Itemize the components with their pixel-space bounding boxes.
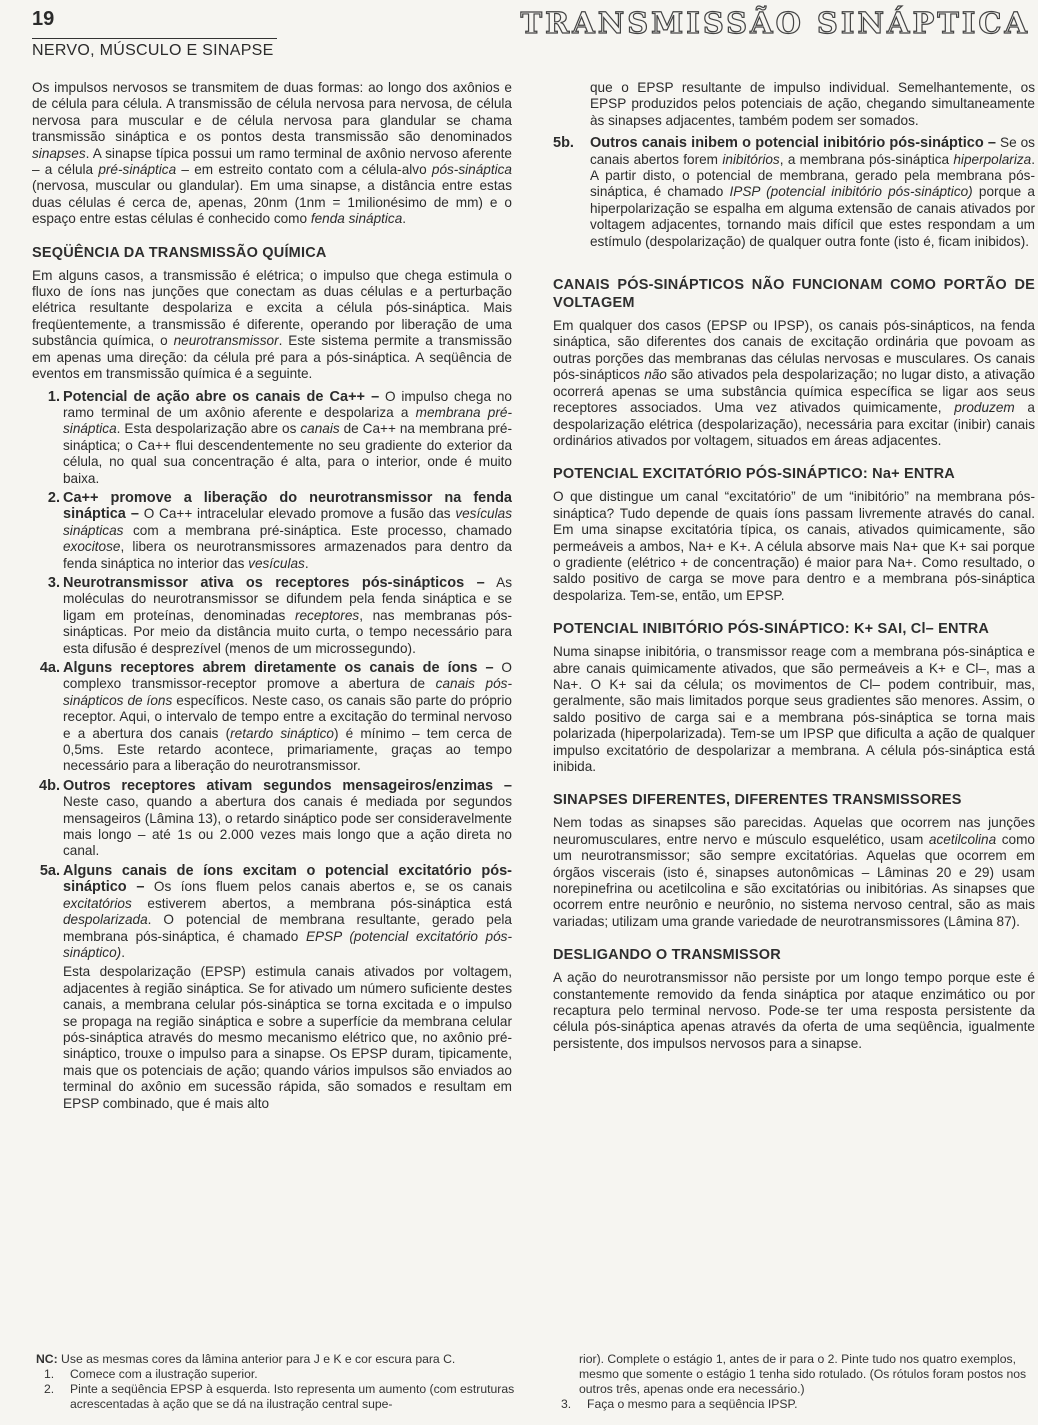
footer-notes-right bbox=[553, 1352, 1033, 1412]
continued-paragraph: que o EPSP resultante de impulso individual. Semelhantemente, os EPSP produzidos pelos potenciais de ação, chegando simultaneamente às sinapses adjacentes, também podem ser somados. bbox=[590, 80, 1035, 128]
footer-note: 1. Comece com a ilustração superior. bbox=[44, 1367, 258, 1381]
list-item: 4b. Outros receptores ativam segundos mensageiros/enzimas – Neste caso, quando a abertura dos canais é mediada por segundos mensageiros (Lâmina 13), o retardo sináptico pode ser consideravelmente mais longo – até 1s ou 2.000 vezes mais longo que a ação direta no canal. bbox=[39, 777, 512, 859]
list-item: 4a. Alguns receptores abrem diretamente os canais de íons – O complexo transmissor-receptor promove a abertura de canais pós-sinápticos de íons específicos. Neste caso, os canais são parte do próprio receptor. Aqui, o intervalo de tempo entre a excitação do terminal nervoso e a abertura dos canais (retardo sináptico) é mínimo – tem cerca de 0,5ms. Este retardo acontece, primariamente, graças ao tempo necessário para a liberação do neurotransmissor. bbox=[39, 660, 513, 774]
sinapses-heading: SINAPSES DIFERENTES, DIFERENTES TRANSMISSORES bbox=[553, 792, 962, 809]
footer-note-cont: rior). Complete o estágio 1, antes de ir para o 2. Pinte tudo nos quatro exemplos, mesmo que somente o estágio 1 tenha sido rotulado. (Os rótulos foram postos nos outros três, apenas onde era necessário.) bbox=[579, 1352, 1027, 1396]
footer-notes-left bbox=[36, 1352, 536, 1412]
excit-paragraph: O que distingue um canal “excitatório” de um “inibitório” na membrana pós-sináptica? Tudo depende de quais íons passam livremente através do canal. Em uma sinapse excitatória típica, os canais, ativados quimicamente, são permeáveis a ambos, Na+ e K+. A célula absorve mais Na+ que K+ sai porque o gradiente (elétrico + de concentração) é maior para Na+. Como resultado, o saldo positivo de carga se move para dentro e a membrana pós-sináptica despolariza. Tem-se, então, um EPSP. bbox=[553, 489, 1035, 603]
nc-note: NC: Use as mesmas cores da lâmina anterior para J e K e cor escura para C. bbox=[36, 1352, 456, 1366]
list-item: 5b. Outros canais inibem o potencial inibitório pós-sináptico – Se os canais abertos forem inibitórios, a membrana pós-sináptica hiperpolariza. A partir disto, o potencial de membrana, gerado pela membrana pós-sináptica, é chamado IPSP (potencial inibitório pós-sináptico) porque a hiperpolarização se espalha em alguma extensão de canais ativados por voltagem adjacentes, tornando mais difícil que estes respondam a um estímulo (despolarização) de qualquer outra fonte (isto é, ficam inibidos). bbox=[553, 135, 1035, 249]
desligando-heading: DESLIGANDO O TRANSMISSOR bbox=[553, 947, 781, 964]
section-label: NERVO, MÚSCULO E SINAPSE bbox=[32, 42, 274, 59]
desligando-paragraph: A ação do neurotransmissor não persiste por um longo tempo porque este é constantemente removido da fenda sináptica por ataque enzimático ou por recaptura pelo terminal nervoso. Pode-se ter uma resposta persistente da célula pós-sináptica apenas através da oferta de uma seqüência, igualmente persistente, dos impulsos nervosos para a sinapse. bbox=[553, 970, 1035, 1051]
sinapses-paragraph: Nem todas as sinapses são parecidas. Aquelas que ocorrem nas junções neuromusculares, entre nervo e músculo esquelético, usam acetilcolina como um neurotransmissor; são sempre excitatórias. Aquelas que ocorrem em órgãos viscerais (isto é, sinapses autonômicas – Lâminas 20 e 29) usam norepinefrina ou acetilcolina e são excitatórias ou inibitórias. As sinapses que ocorrem entre neurônio e neurônio, no sistema nervoso central, são as mais variadas; utilizam uma grande variedade de neurotransmissores (Lâmina 87). bbox=[553, 815, 1035, 929]
footer-note: 3. Faça o mesmo para a seqüência IPSP. bbox=[561, 1397, 798, 1411]
list-item: 5a. Alguns canais de íons excitam o potencial excitatório pós-sináptico – Os íons fluem pelos canais abertos e, se os canais excitatórios estiverem abertos, a membrana pós-sináptica está despolarizada. O potencial de membrana resultante, gerado pela membrana pós-sináptica, é chamado EPSP (potencial excitatório pós-sináptico). bbox=[39, 862, 512, 960]
seq-heading: SEQÜÊNCIA DA TRANSMISSÃO QUÍMICA bbox=[32, 244, 327, 261]
list-item: 1. Potencial de ação abre os canais de Ca++ – O impulso chega no ramo terminal de um axônio aferente e despolariza a membrana pré-sináptica. Esta despolarização abre os canais de Ca++ na membrana pré-sináptica; o Ca++ flui descendentemente no seu gradiente do exterior da célula, no qual sua concentração é alta, para o interior, onde é muito baixa. bbox=[47, 388, 512, 486]
plate-title: TRANSMISSÃO SINÁPTICA bbox=[520, 6, 1030, 40]
list-item: 2. Ca++ promove a liberação do neurotransmissor na fenda sináptica – O Ca++ intracelular elevado promove a fusão das vesículas sinápticas com a membrana pré-sináptica. Este processo, chamado exocitose, libera os neurotransmissores armazenados para dentro da fenda sináptica no interior das vesículas. bbox=[47, 489, 512, 571]
canais-paragraph: Em qualquer dos casos (EPSP ou IPSP), os canais pós-sinápticos, na fenda sináptica, são diferentes dos canais de excitação ordinária que povoam as outras porções das membranas das células nervosas e musculares. Os canais pós-sinápticos não são ativados pela despolarização; no lugar disto, a ativação ocorrerá apenas se uma substância química específica se ligar aos seus receptores associados. Uma vez ativados quimicamente, produzem a despolarização elétrica (despolarização), necessária para excitar (inibir) canais ordinários ativados por voltagem, situados em áreas adjacentes. bbox=[553, 318, 1035, 448]
excit-heading: POTENCIAL EXCITATÓRIO PÓS-SINÁPTICO: Na+ ENTRA bbox=[553, 466, 955, 483]
footer-note: 2. Pinte a seqüência EPSP à esquerda. Isto representa um aumento (com estruturas acrescentadas à ação que se dá na ilustração central supe- bbox=[44, 1382, 515, 1411]
inhib-heading: POTENCIAL INIBITÓRIO PÓS-SINÁPTICO: K+ SAI, Cl– ENTRA bbox=[553, 621, 990, 638]
seq-intro-paragraph: Em alguns casos, a transmissão é elétrica; o impulso que chega estimula o fluxo de íons nas junções que conectam as duas células e a perturbação elétrica resultante despolariza e excita a célula pós-sináptica. Mais freqüentemente, a transmissão é diferente, operando por liberação de uma substância química, o neurotransmissor. Este sistema permite a transmissão em apenas uma direção: da célula pré para a pós-sináptica. A seqüência de eventos em transmissão química é a seguinte. bbox=[32, 267, 512, 382]
list-item: 3. Neurotransmissor ativa os receptores pós-sinápticos – As moléculas do neurotransmissor se difundem pela fenda sináptica e se ligam em proteínas, denominadas receptores, nas membranas pós-sinápticas. Por meio da distância muito curta, o tempo necessário para esta difusão é desprezível (menos de um microssegundo). bbox=[47, 574, 512, 656]
canais-heading: CANAIS PÓS-SINÁPTICOS NÃO FUNCIONAM COMO PORTÃO DE VOLTAGEM bbox=[553, 277, 1035, 312]
left-column bbox=[32, 80, 512, 1118]
page-number: 19 bbox=[32, 8, 55, 30]
inhib-paragraph: Numa sinapse inibitória, o transmissor reage com a membrana pós-sináptica e abre canais quimicamente ativados, que são permeáveis a K+ e Cl–, mas a Na+. O K+ sai da célula; os movimentos de Cl– podem contribuir, mas, geralmente, são mais limitados porque seus gradientes são menores. Assim, o saldo positivo de carga sai e a membrana pós-sináptica se torna mais polarizada (hiperpolarizada). Tem-se um IPSP que dificulta a ação de qualquer impulso excitatório de despolarizar a membrana. A célula pós-sináptica está inibida. bbox=[553, 644, 1035, 774]
header-rule bbox=[32, 38, 277, 39]
epsp-paragraph: Esta despolarização (EPSP) estimula canais ativados por voltagem, adjacentes à região sináptica. Se for ativado um número suficiente destes canais, a membrana celular pós-sináptica se torna excitada e o impulso se propaga na região sináptica e sobre a superfície da membrana celular pós-sináptica através do mesmo mecanismo elétrico que, no axônio pré-sináptico, trouxe o impulso para a sinapse. Os EPSP duram, tipicamente, mais que os potenciais de ação; quando vários impulsos são enviados ao terminal do axônio em sucessão rápida, são somados e resultam em EPSP combinado, que é mais alto bbox=[63, 964, 512, 1111]
right-column bbox=[553, 80, 1035, 1058]
intro-paragraph: Os impulsos nervosos se transmitem de duas formas: ao longo dos axônios e de célula para célula. A transmissão de célula nervosa para nervosa, de célula nervosa para muscular e de célula nervosa para glandular se chama transmissão sináptica e os pontos desta transmissão são denominados sinapses. A sinapse típica possui um ramo terminal de axônio nervoso aferente – a célula pré-sináptica – em estreito contato com a célula-alvo pós-sináptica (nervosa, muscular ou glandular). Em uma sinapse, a distância entre estas duas células é cerca de, apenas, 20nm (1nm = 1milionésimo de mm) e o espaço entre estas células é conhecido como fenda sináptica. bbox=[32, 80, 512, 227]
